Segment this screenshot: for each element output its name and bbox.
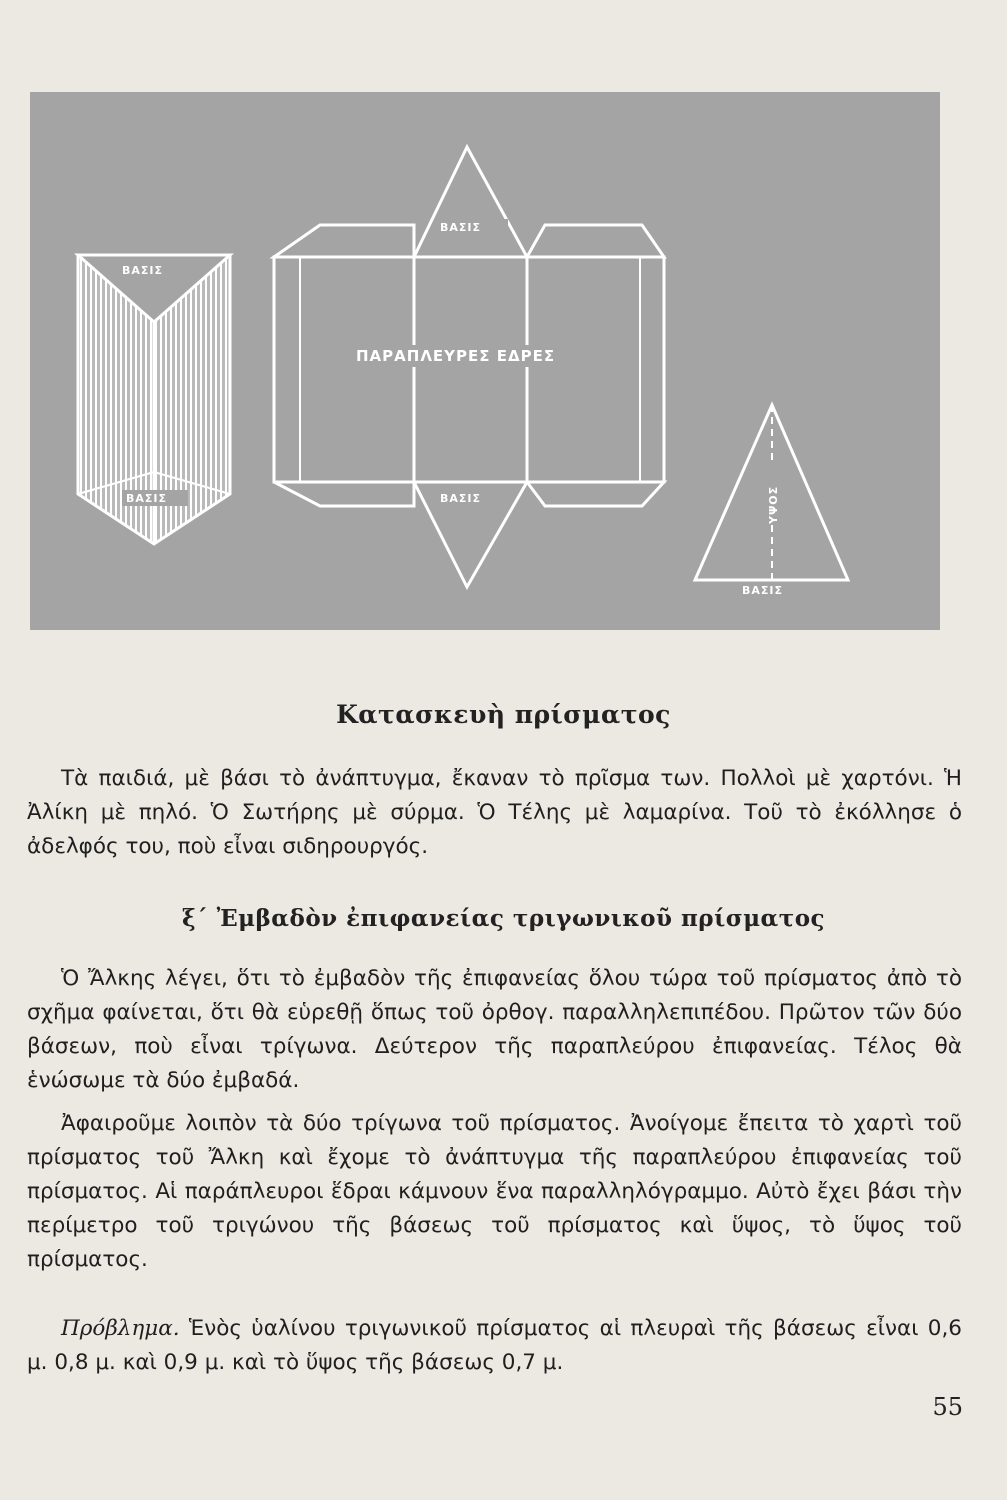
- paragraph-2-text: Ἀφαιροῦμε λοιπὸν τὰ δύο τρίγωνα τοῦ πρίσματος. Ἀνοίγομε ἔπειτα τὸ χαρτὶ τοῦ πρίσματος τοῦ Ἄλκη καὶ ἔχομε τὸ ἀνάπτυγμα τῆς παραπλεύρου ἐπιφανείας τοῦ πρίσματος. Αἱ παράπλευροι ἕδραι κάμνουν ἕνα παραλληλόγραμμο. Αὐτὸ ἔχει βάσι τὴν περίμετρο τοῦ τριγώνου τῆς βάσεως τοῦ πρίσματος καὶ ὕψος, τὸ ὕψος τοῦ πρίσματος.: [27, 1111, 962, 1272]
- paragraph-1-text: Ὁ Ἄλκης λέγει, ὅτι τὸ ἐμβαδὸν τῆς ἐπιφανείας ὅλου τώρα τοῦ πρίσματος ἀπὸ τὸ σχῆμα φαίνεται, ὅτι θὰ εὑρεθῇ ὅπως τοῦ ὀρθογ. παραλληλεπιπέδου. Πρῶτον τῶν δύο βάσεων, ποὺ εἶναι τρίγωνα. Δεύτερον τῆς παραπλεύρου ἐπιφανείας. Τέλος θὰ ἑνώσωμε τὰ δύο ἐμβαδά.: [27, 966, 962, 1093]
- section-heading: ξ΄ Ἐμβαδὸν ἐπιφανείας τριγωνικοῦ πρίσματος: [181, 905, 826, 932]
- prism-top-base-label: ΒΑΣΙΣ: [122, 264, 164, 277]
- prism-diagram: [30, 92, 940, 630]
- intro-paragraph: [27, 762, 962, 864]
- paragraph-2: [27, 1107, 962, 1277]
- problem-label: Πρόβλημα.: [61, 1316, 180, 1341]
- net-bottom-base-label: ΒΑΣΙΣ: [440, 492, 482, 505]
- prism-model: [78, 255, 230, 544]
- problem-paragraph: [27, 1312, 962, 1380]
- prism-bottom-base-label: ΒΑΣΙΣ: [126, 492, 168, 505]
- paragraph-1: [27, 962, 962, 1098]
- intro-paragraph-text: Τὰ παιδιά, μὲ βάσι τὸ ἀνάπτυγμα, ἔκαναν τὸ πρῖσμα των. Πολλοὶ μὲ χαρτόνι. Ἡ Ἀλίκη μὲ πηλό. Ὁ Σωτήρης μὲ σύρμα. Ὁ Τέλης μὲ λαμαρίνα. Τοῦ τὸ ἐκόλλησε ὁ ἀδελφός του, ποὺ εἶναι σιδηρουργός.: [27, 766, 962, 859]
- figure-caption: Κατασκευὴ πρίσματος: [336, 700, 671, 729]
- net-lateral-faces-label: ΠΑΡΑΠΛΕΥΡΕΣ ΕΔΡΕΣ: [356, 347, 556, 365]
- base-triangle: [695, 405, 848, 598]
- prism-construction-figure: [30, 92, 940, 630]
- triangle-base-label: ΒΑΣΙΣ: [742, 584, 784, 597]
- page-number: 55: [932, 1393, 963, 1421]
- problem-text: Ἑνὸς ὑαλίνου τριγωνικοῦ πρίσματος αἱ πλευραὶ τῆς βάσεως εἶναι 0,6 μ. 0,8 μ. καὶ 0,9 μ. καὶ τὸ ὕψος τῆς βάσεως 0,7 μ.: [27, 1316, 962, 1375]
- net-top-base-label: ΒΑΣΙΣ: [440, 221, 482, 234]
- triangle-height-label: ΥΨΟΣ: [767, 485, 780, 524]
